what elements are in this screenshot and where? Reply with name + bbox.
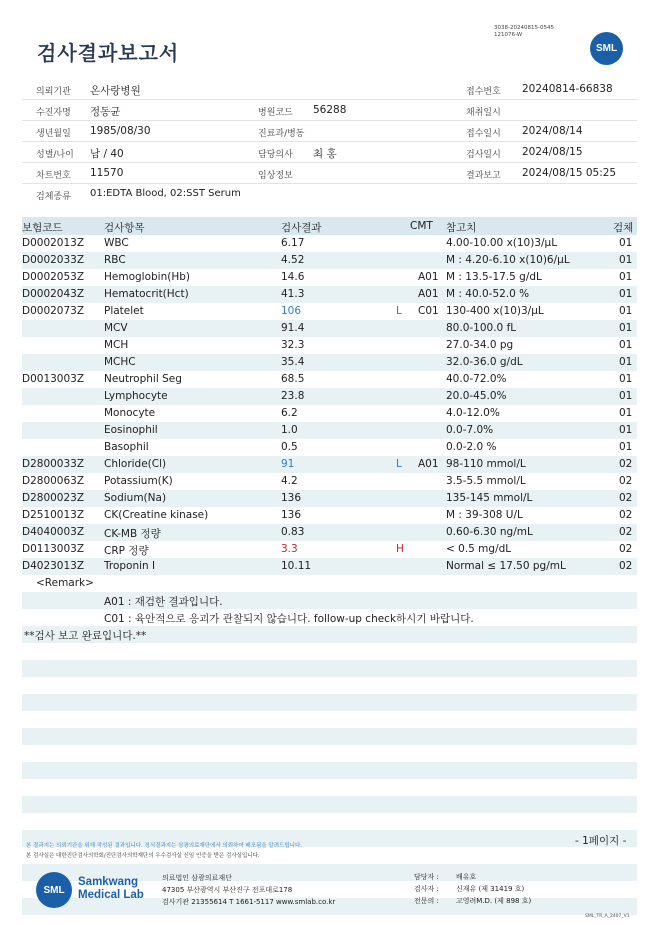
- cell-code: D4040003Z: [22, 526, 85, 538]
- table-row: [22, 303, 637, 320]
- cell-ref: 130-400 x(10)3/μL: [446, 305, 544, 317]
- cell-flag: L: [396, 305, 402, 317]
- table-row: [22, 507, 637, 524]
- cell-ref: 0.0-2.0 %: [446, 441, 497, 453]
- receipt-date-value: 2024/08/14: [522, 125, 583, 137]
- table-row: [22, 269, 637, 286]
- cell-res: 4.2: [281, 475, 298, 487]
- empty-row: [22, 643, 637, 660]
- cell-res: 136: [281, 492, 302, 504]
- cell-spec: 01: [619, 288, 633, 300]
- cell-ref: 32.0-36.0 g/dL: [446, 356, 523, 368]
- document-code: 3038-20240815-0545 121076-W: [494, 25, 554, 38]
- cell-ref: 20.0-45.0%: [446, 390, 507, 402]
- cell-ref: Normal ≤ 17.50 pg/mL: [446, 560, 566, 572]
- cell-code: D0002043Z: [22, 288, 85, 300]
- cell-spec: 02: [619, 458, 633, 470]
- cell-res: 1.0: [281, 424, 298, 436]
- cell-ref: M : 39-308 U/L: [446, 509, 523, 521]
- company-logo-text: Samkwang Medical Lab: [78, 876, 144, 901]
- cell-res: 0.83: [281, 526, 305, 538]
- empty-row: [22, 660, 637, 677]
- cell-res: 10.11: [281, 560, 312, 572]
- table-row: [22, 541, 637, 558]
- cell-code: D4023013Z: [22, 560, 85, 572]
- cell-ref: 135-145 mmol/L: [446, 492, 533, 504]
- cell-spec: 02: [619, 492, 633, 504]
- cell-name: Basophil: [104, 441, 149, 453]
- table-row: [22, 388, 637, 405]
- sml-logo-badge: SML: [590, 32, 623, 65]
- cell-spec: 02: [619, 509, 633, 521]
- cell-name: Hemoglobin(Hb): [104, 271, 191, 283]
- cell-ref: 80.0-100.0 fL: [446, 322, 517, 334]
- specimen-value: 01:EDTA Blood, 02:SST Serum: [90, 188, 241, 199]
- cell-res: 91.4: [281, 322, 305, 334]
- report-date-value: 2024/08/15 05:25: [522, 167, 617, 179]
- cell-code: D0002033Z: [22, 254, 85, 266]
- empty-row: [22, 728, 637, 745]
- cell-res: 3.3: [281, 543, 298, 555]
- empty-row: [22, 779, 637, 796]
- cell-ref: 3.5-5.5 mmol/L: [446, 475, 526, 487]
- cell-code: D0002013Z: [22, 237, 85, 249]
- cell-name: Troponin I: [104, 560, 156, 572]
- sml-logo-icon: SML: [36, 872, 72, 908]
- cell-spec: 02: [619, 543, 633, 555]
- cell-code: D0113003Z: [22, 543, 85, 555]
- page-number: - 1페이지 -: [575, 835, 627, 847]
- table-row: [22, 354, 637, 371]
- cell-name: Lymphocyte: [104, 390, 168, 402]
- dob-value: 1985/08/30: [90, 125, 151, 137]
- results-table: [22, 235, 637, 925]
- cell-spec: 01: [619, 373, 633, 385]
- footer-notice: 본 결과지는 의뢰기관을 위해 작성된 결과입니다. 정식결과지는 삼광의료재단에서 의뢰하여 배포됨을 알려드립니다.: [26, 843, 303, 849]
- remark-title: [22, 575, 637, 592]
- results-header: 보험코드 검사항목 검사결과 CMT 참고치 검체: [22, 217, 637, 235]
- cell-ref: 0.0-7.0%: [446, 424, 494, 436]
- cell-spec: 01: [619, 339, 633, 351]
- table-row: [22, 473, 637, 490]
- cell-res: 91: [281, 458, 295, 470]
- cell-name: WBC: [104, 237, 129, 249]
- cell-code: D2510013Z: [22, 509, 85, 521]
- cell-ref: M : 13.5-17.5 g/dL: [446, 271, 542, 283]
- cell-name: Sodium(Na): [104, 492, 167, 504]
- cell-spec: 01: [619, 237, 633, 249]
- empty-row: [22, 915, 637, 925]
- cell: A01 : 재검한 결과입니다.: [104, 596, 223, 608]
- table-row: [22, 320, 637, 337]
- table-row: [22, 337, 637, 354]
- remark-a01: [22, 592, 637, 609]
- cell-code: D0002073Z: [22, 305, 85, 317]
- cell-res: 41.3: [281, 288, 305, 300]
- cell-name: MCH: [104, 339, 129, 351]
- cell-res: 4.52: [281, 254, 305, 266]
- table-row: [22, 490, 637, 507]
- cell-ref: 27.0-34.0 pg: [446, 339, 514, 351]
- cell-name: RBC: [104, 254, 126, 266]
- cell-name: MCHC: [104, 356, 136, 368]
- cell-code: D2800033Z: [22, 458, 85, 470]
- table-row: [22, 439, 637, 456]
- cell-name: Monocyte: [104, 407, 156, 419]
- table-row: [22, 235, 637, 252]
- cell-name: CRP 정량: [104, 545, 149, 557]
- cell-name: CK-MB 정량: [104, 528, 161, 540]
- empty-row: [22, 813, 637, 830]
- cell-ref: 40.0-72.0%: [446, 373, 507, 385]
- cell-name: MCV: [104, 322, 128, 334]
- cell-code: D0002053Z: [22, 271, 85, 283]
- cell-spec: 01: [619, 356, 633, 368]
- cell-ref: 98-110 mmol/L: [446, 458, 526, 470]
- hospital-code-value: 56288: [313, 104, 347, 116]
- cell-cmt: A01: [418, 288, 439, 300]
- institution-value: 온사랑병원: [90, 85, 141, 97]
- empty-row: [22, 745, 637, 762]
- cell-ref: 4.0-12.0%: [446, 407, 500, 419]
- chart-no-value: 11570: [90, 167, 124, 179]
- table-row: [22, 456, 637, 473]
- test-date-value: 2024/08/15: [522, 146, 583, 158]
- table-row: [22, 524, 637, 541]
- cell-spec: 02: [619, 526, 633, 538]
- receipt-no-value: 20240814-66838: [522, 83, 613, 95]
- cell-spec: 01: [619, 441, 633, 453]
- patient-info: 의뢰기관 온사랑병원 접수번호 20240814-66838 수진자명 정동균 병원코드 56288 채취일시 생년월일 1985/08/30 진료과/병동 접수일시 2024/08/14 성별/나이 남 / 40 담당의사 최 홍 검사일시 2024/08/15 차트번호 11570 임상정보 결과보고 2024/08/15 05:25 검체종류 01:EDTA Blood, 02:SST Serum: [22, 79, 637, 205]
- cell-ref: 4.00-10.00 x(10)3/μL: [446, 237, 558, 249]
- patient-name-value: 정동균: [90, 106, 121, 118]
- cell-spec: 01: [619, 322, 633, 334]
- form-code: SML_TR_A_2407_V1: [585, 914, 630, 919]
- cell-ref: M : 40.0-52.0 %: [446, 288, 530, 300]
- cell-name: Hematocrit(Hct): [104, 288, 189, 300]
- cell-ref: 0.60-6.30 ng/mL: [446, 526, 533, 538]
- cell-name: Potassium(K): [104, 475, 173, 487]
- cell: C01 : 육안적으로 응괴가 관찰되지 않습니다. follow-up check하시기 바랍니다.: [104, 613, 474, 625]
- cell-name: Platelet: [104, 305, 144, 317]
- cell-spec: 01: [619, 390, 633, 402]
- cell-name: Eosinophil: [104, 424, 158, 436]
- cell-code: D2800063Z: [22, 475, 85, 487]
- table-row: [22, 422, 637, 439]
- cell-cmt: C01: [418, 305, 439, 317]
- cell-res: 32.3: [281, 339, 305, 351]
- cell-res: 6.2: [281, 407, 298, 419]
- cell-res: 106: [281, 305, 302, 317]
- cell-cmt: A01: [418, 458, 439, 470]
- empty-row: [22, 796, 637, 813]
- cell-res: 6.17: [281, 237, 305, 249]
- cell-res: 0.5: [281, 441, 298, 453]
- table-row: [22, 252, 637, 269]
- empty-row: [22, 762, 637, 779]
- cell-cmt: A01: [418, 271, 439, 283]
- cell-name: Neutrophil Seg: [104, 373, 182, 385]
- cell-spec: 01: [619, 305, 633, 317]
- cell: <Remark>: [36, 577, 94, 589]
- cell-code: D2800023Z: [22, 492, 85, 504]
- cell-name: Chloride(Cl): [104, 458, 167, 470]
- organization-info: 의료법인 삼광의료재단 47305 부산광역시 부산진구 전포대로178 검사기관 21355614 T 1661-5117 www.smlab.co.kr: [162, 874, 336, 906]
- cell-res: 14.6: [281, 271, 305, 283]
- page-title: 검사결과보고서: [37, 41, 180, 65]
- cell-res: 35.4: [281, 356, 305, 368]
- cell-res: 23.8: [281, 390, 305, 402]
- doctor-value: 최 홍: [313, 148, 337, 160]
- cell-code: D0013003Z: [22, 373, 85, 385]
- cell: **검사 보고 완료입니다.**: [24, 630, 147, 642]
- cell-spec: 02: [619, 475, 633, 487]
- cell-flag: L: [396, 458, 402, 470]
- table-row: [22, 405, 637, 422]
- cell-spec: 01: [619, 407, 633, 419]
- cell-spec: 01: [619, 254, 633, 266]
- cell-spec: 01: [619, 271, 633, 283]
- cell-ref: < 0.5 mg/dL: [446, 543, 512, 555]
- table-row: [22, 286, 637, 303]
- footer-certification: 본 검사실은 대한진단검사의학회/진단검사의학재단의 우수검사실 신임 인증을 받은 검사실입니다.: [26, 853, 260, 859]
- cell-flag: H: [396, 543, 404, 555]
- empty-row: [22, 677, 637, 694]
- report-complete: [22, 626, 637, 643]
- remark-c01: [22, 609, 637, 626]
- table-row: [22, 558, 637, 575]
- empty-row: [22, 694, 637, 711]
- cell-res: 68.5: [281, 373, 305, 385]
- sex-age-value: 남 / 40: [90, 148, 124, 160]
- cell-name: CK(Creatine kinase): [104, 509, 209, 521]
- staff-info: 담당자 : 배유호 검사자 : 신재유 (제 31419 호) 전문의 : 고영려M.D. (제 898 호): [414, 873, 532, 905]
- empty-row: [22, 711, 637, 728]
- cell-spec: 02: [619, 560, 633, 572]
- cell-ref: M : 4.20-6.10 x(10)6/μL: [446, 254, 570, 266]
- table-row: [22, 371, 637, 388]
- cell-res: 136: [281, 509, 302, 521]
- cell-spec: 01: [619, 424, 633, 436]
